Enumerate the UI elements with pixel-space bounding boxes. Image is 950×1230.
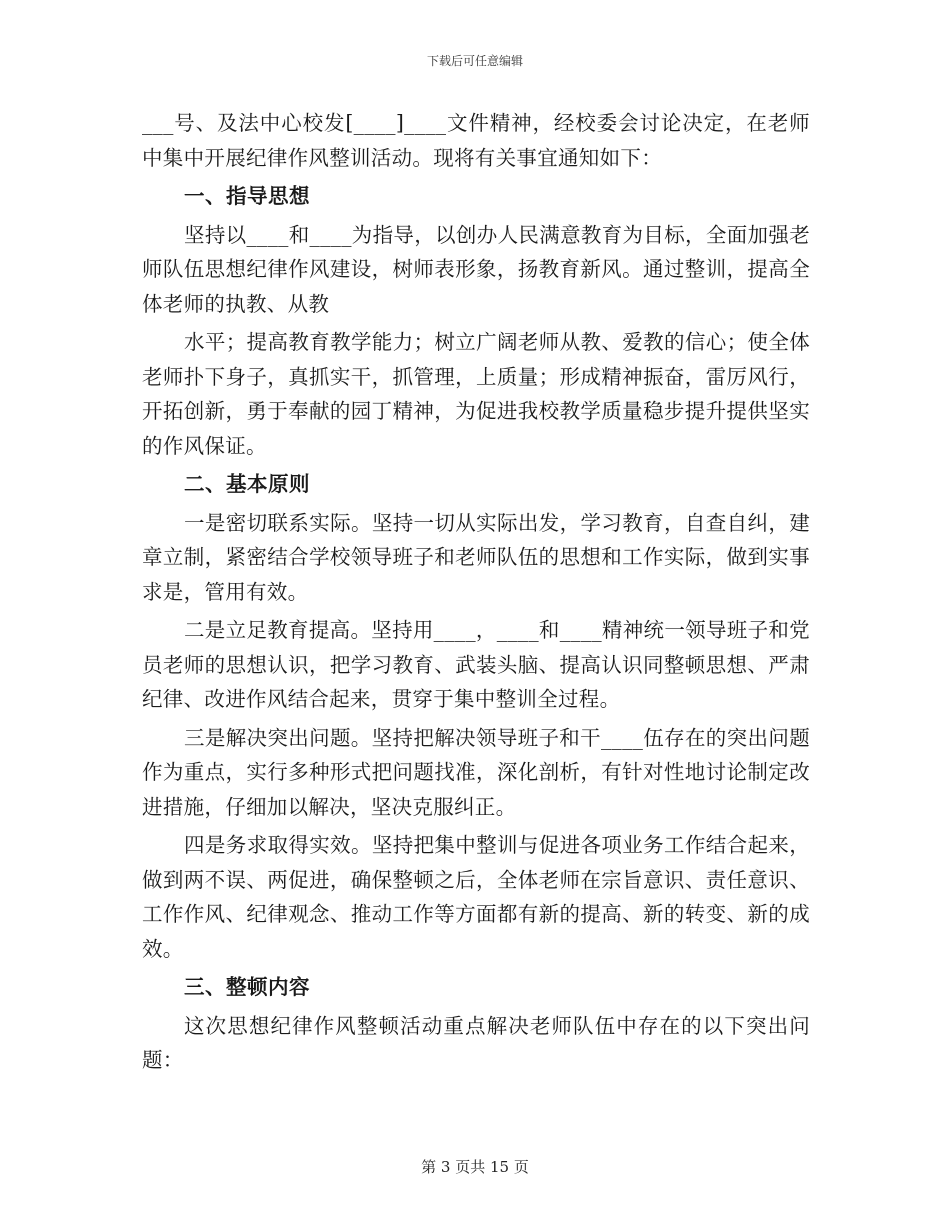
paragraph-intro: ___号、及法中心校发[____]____文件精神，经校委会讨论决定，在老师中集中开展纪律作风整训活动。现将有关事宜通知如下： [142, 111, 810, 170]
paragraph-rectification-content: 这次思想纪律作风整顿活动重点解决老师队伍中存在的以下突出问题： [142, 1013, 810, 1072]
paragraph-guiding-thought-continued: 水平；提高教育教学能力；树立广阔老师从教、爱教的信心；使全体老师扑下身子，真抓实干，抓管理，上质量；形成精神振奋，雷厉风行，开拓创新，勇于奉献的园丁精神，为促进我校教学质量稳步提升提供坚实的作风保证。 [142, 330, 810, 458]
document-body [142, 106, 810, 1082]
paragraph-principle-1: 一是密切联系实际。坚持一切从实际出发，学习教育，自查自纠，建章立制，紧密结合学校领导班子和老师队伍的思想和工作实际，做到实事求是，管用有效。 [142, 510, 810, 604]
page-header: 下载后可任意编辑 [426, 54, 523, 68]
section-heading-guiding-thought: 一、指导思想 [184, 184, 310, 208]
paragraph-guiding-thought: 坚持以____和____为指导，以创办人民满意教育为目标，全面加强老师队伍思想纪律作风建设，树师表形象，扬教育新风。通过整训，提高全体老师的执教、从教 [142, 222, 810, 316]
paragraph-principle-2: 二是立足教育提高。坚持用____，____和____精神统一领导班子和党员老师的思想认识，把学习教育、武装头脑、提高认识同整顿思想、严肃纪律、改进作风结合起来，贯穿于集中整训全过程。 [142, 618, 810, 711]
paragraph-principle-4: 四是务求取得实效。坚持把集中整训与促进各项业务工作结合起来，做到两不误、两促进，确保整顿之后，全体老师在宗旨意识、责任意识、工作作风、纪律观念、推动工作等方面都有新的提高、新的转变、新的成效。 [142, 833, 810, 961]
section-heading-basic-principles: 二、基本原则 [184, 472, 310, 496]
paragraph-principle-3: 三是解决突出问题。坚持把解决领导班子和干____伍存在的突出问题作为重点，实行多种形式把问题找准，深化剖析，有针对性地讨论制定改进措施，仔细加以解决，坚决克服纠正。 [142, 725, 810, 819]
page-footer-page-number: 第 3 页共 15 页 [421, 1158, 529, 1176]
section-heading-rectification-content: 三、整顿内容 [184, 975, 310, 999]
